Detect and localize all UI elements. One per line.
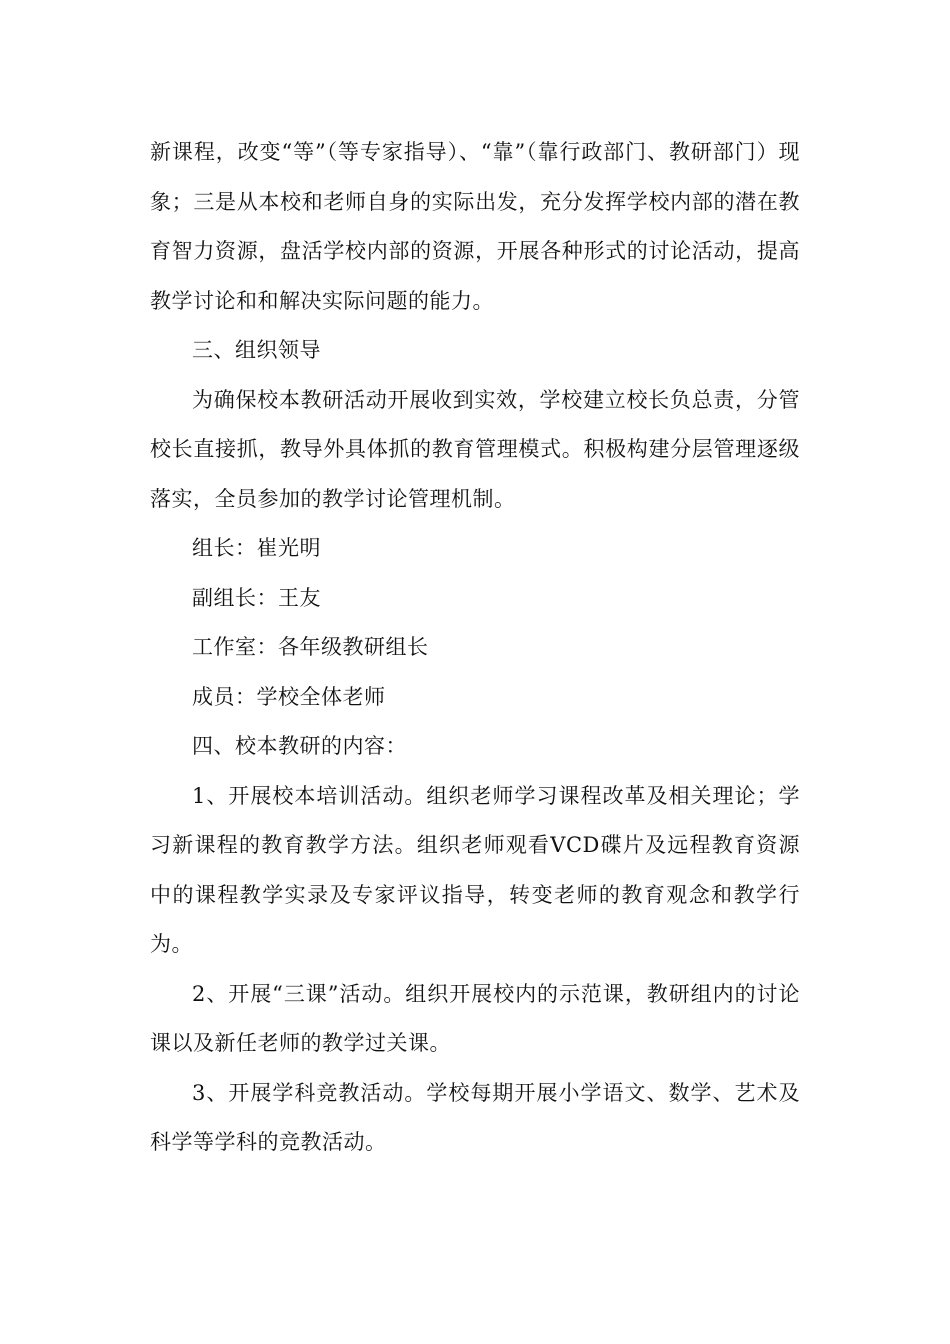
list-item-three-lessons: 2、开展“三课”活动。组织开展校内的示范课，教研组内的讨论课以及新任老师的教学过关课。 — [150, 981, 800, 1055]
section-heading-organization: 三、组织领导 — [192, 338, 321, 362]
list-item-subject-competition: 3、开展学科竞教活动。学校每期开展小学语文、数学、艺术及科学等学科的竞教活动。 — [150, 1080, 800, 1154]
line-members: 成员：学校全体老师 — [192, 684, 386, 709]
line-group-leader: 组长：崔光明 — [192, 536, 321, 560]
line-deputy-leader: 副组长：王友 — [192, 585, 321, 610]
list-item-training: 1、开展校本培训活动。组织老师学习课程改革及相关理论；学习新课程的教育教学方法。组织老师观看VCD碟片及远程教育资源中的课程教学实录及专家评议指导，转变老师的教育观念和教学行为。 — [150, 783, 800, 956]
document-body — [150, 128, 800, 1168]
paragraph-organization: 为确保校本教研活动开展收到实效，学校建立校长负总责，分管校长直接抓，教导外具体抓的教育管理模式。积极构建分层管理逐级落实，全员参加的教学讨论管理机制。 — [150, 387, 800, 511]
line-office: 工作室：各年级教研组长 — [192, 635, 429, 659]
paragraph-continuation: 新课程，改变“等”（等专家指导）、“靠”（靠行政部门、教研部门）现象；三是从本校和老师自身的实际出发，充分发挥学校内部的潜在教育智力资源，盘活学校内部的资源，开展各种形式的讨论活动，提高教学讨论和和解决实际问题的能力。 — [150, 140, 800, 313]
section-heading-content: 四、校本教研的内容： — [192, 734, 407, 758]
